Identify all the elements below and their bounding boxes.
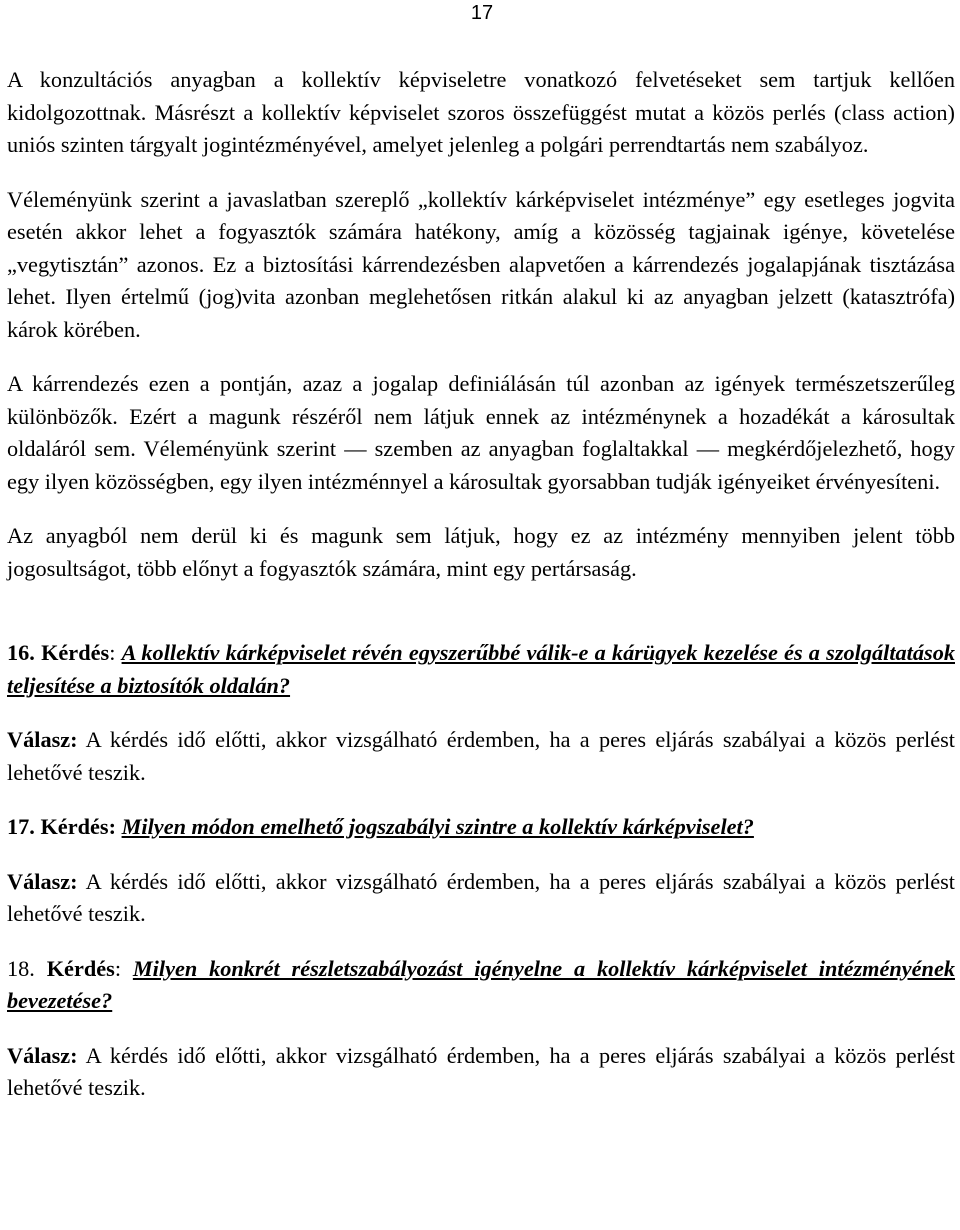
separator: :	[114, 955, 122, 981]
question-text: A kollektív kárképviselet révén egyszerűbbé válik-e a kárügyek kezelése és a szolgáltatások teljesítése a biztosítók oldalán?	[7, 640, 955, 698]
kerdes-label: Kérdés	[46, 955, 115, 981]
page-number: 17	[470, 2, 494, 24]
answer-16	[7, 724, 955, 789]
paragraph: Véleményünk szerint a javaslatban szereplő „kollektív kárképviselet intézménye” egy esetleges jogvita esetén akkor lehet a fogyasztók számára hatékony, amíg a közösség tagjainak igénye, követelése „vegytisztán” azonos. Ez a biztosítási kárrendezésben alapvetően a kárrendezés jogalapjának tisztázása lehet. Ilyen értelmű (jog)vita azonban meglehetősen ritkán alakul ki az anyagban jelzett (katasztrófa) károk körében.	[7, 186, 955, 342]
paragraph: A konzultációs anyagban a kollektív képviseletre vonatkozó felvetéseket sem tartjuk kellően kidolgozottnak. Másrészt a kollektív képviselet szoros összefüggést mutat a közös perlés (class action) uniós szinten tárgyalt jogintézményével, amelyet jelenleg a polgári perrendtartás nem szabályoz.	[7, 67, 955, 157]
valasz-label: Válasz:	[7, 868, 78, 894]
question-17	[7, 811, 955, 844]
valasz-label: Válasz:	[7, 1042, 78, 1068]
valasz-label: Válasz:	[7, 727, 78, 752]
question-text: Milyen módon emelhető jogszabályi szintre a kollektív kárképviselet?	[121, 814, 754, 839]
answer-text: A kérdés idő előtti, akkor vizsgálható érdemben, ha a peres eljárás szabályai a közös perlést lehetővé teszik.	[7, 868, 955, 926]
answer-text: A kérdés idő előtti, akkor vizsgálható érdemben, ha a peres eljárás szabályai a közös perlést lehetővé teszik.	[7, 1042, 955, 1100]
question-text: Milyen konkrét részletszabályozást igényelne a kollektív kárképviselet intézményének bevezetése?	[7, 955, 956, 1013]
document-body	[7, 64, 955, 1105]
answer-17	[7, 866, 955, 931]
question-16	[7, 637, 955, 702]
kerdes-label: Kérdés	[41, 640, 110, 665]
question-number: 16.	[7, 640, 35, 665]
kerdes-label: Kérdés:	[40, 814, 116, 839]
separator: :	[109, 640, 116, 665]
paragraph: A kárrendezés ezen a pontján, azaz a jogalap definiálásán túl azonban az igények természetszerűleg különbözők. Ezért a magunk részéről nem látjuk ennek az intézménynek a hozadékát a károsultak oldaláról sem. Véleményünk szerint — szemben az anyagban foglaltakkal — megkérdőjelezhető, hogy egy ilyen közösségben, egy ilyen intézménnyel a károsultak gyorsabban tudják igényeiket érvényesíteni.	[7, 371, 955, 494]
answer-18	[7, 1040, 955, 1105]
question-number: 17.	[7, 814, 35, 839]
paragraph: Az anyagból nem derül ki és magunk sem látjuk, hogy ez az intézmény mennyiben jelent több jogosultságot, több előnyt a fogyasztók számára, mint egy pertársaság.	[7, 523, 955, 581]
answer-text: A kérdés idő előtti, akkor vizsgálható érdemben, ha a peres eljárás szabályai a közös perlést lehetővé teszik.	[7, 727, 955, 785]
question-18	[7, 953, 955, 1018]
question-number: 18.	[7, 955, 35, 981]
